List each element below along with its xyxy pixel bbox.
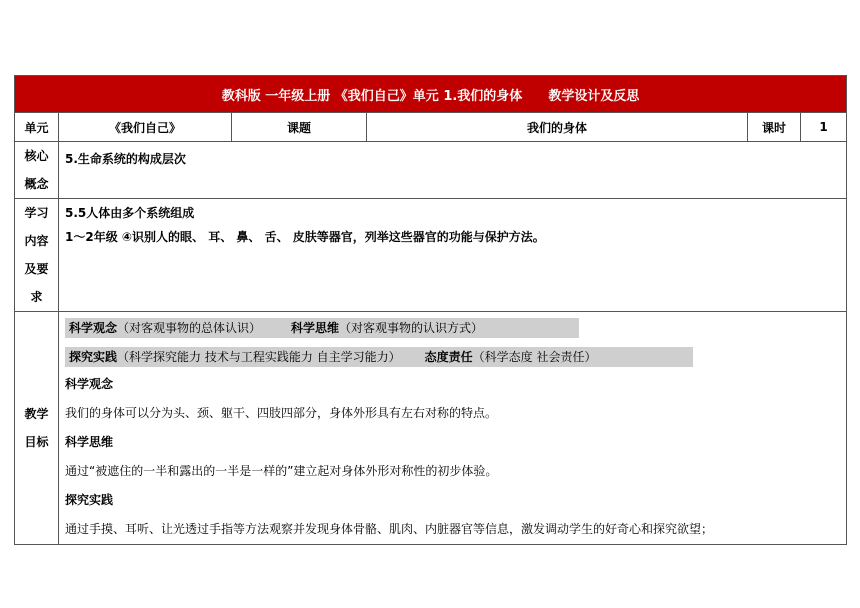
lesson-label: 课题	[232, 113, 367, 142]
objective-heading-concept: 科学观念	[65, 377, 114, 391]
lesson-plan-table	[14, 75, 847, 545]
objectives-bar-row-2	[65, 341, 846, 370]
requirements-line-2: 1～2年级 ④识别人的眼、 耳、 鼻、 舌、 皮肤等器官，列举这些器官的功能与保护方法。	[65, 230, 545, 244]
objectives-highlight-bar-1	[65, 318, 579, 338]
requirements-label-3: 及要	[24, 262, 49, 276]
bar2-attitude-responsibility-note: （科学态度 社会责任）	[472, 350, 597, 364]
core-concept-label-1: 核心	[24, 149, 49, 163]
objectives-row	[15, 312, 847, 545]
requirements-label	[15, 199, 59, 312]
lesson-plan-document	[14, 75, 846, 545]
objectives-label-1: 教学	[24, 407, 49, 421]
core-concept-row	[15, 142, 847, 199]
core-concept-label-2: 概念	[24, 177, 49, 191]
core-concept-value: 5.生命系统的构成层次	[59, 142, 847, 199]
bar2-attitude-responsibility: 态度责任	[424, 350, 473, 364]
objectives-label	[15, 312, 59, 545]
objective-heading-thinking: 科学思维	[65, 435, 114, 449]
objective-heading-practice: 探究实践	[65, 493, 114, 507]
document-title	[15, 76, 847, 113]
title-part2: 教学设计及反思	[548, 88, 640, 104]
bar1-science-concept: 科学观念	[69, 321, 118, 335]
lesson-value: 我们的身体	[367, 113, 748, 142]
requirements-content	[59, 199, 847, 312]
title-row	[15, 76, 847, 113]
unit-value: 《我们自己》	[59, 113, 232, 142]
objectives-highlight-bar-2	[65, 347, 693, 367]
requirements-row	[15, 199, 847, 312]
bar1-science-thinking: 科学思维	[291, 321, 340, 335]
period-value: 1	[801, 113, 847, 142]
requirements-label-1: 学习	[24, 206, 49, 220]
requirements-label-2: 内容	[24, 234, 49, 248]
unit-label: 单元	[15, 113, 59, 142]
requirements-label-4: 求	[30, 290, 43, 304]
core-concept-label	[15, 142, 59, 199]
period-label: 课时	[748, 113, 801, 142]
requirements-line-1: 5.5人体由多个系统组成	[65, 206, 195, 220]
objectives-content	[59, 312, 847, 545]
objective-text-thinking: 通过“被遮住的一半和露出的一半是一样的”建立起对身体外形对称性的初步体验。	[65, 464, 498, 478]
objective-text-practice: 通过手摸、耳听、让光透过手指等方法观察并发现身体骨骼、肌肉、内脏器官等信息，激发调动学生的好奇心和探究欲望；	[65, 522, 714, 536]
bar2-inquiry-practice: 探究实践	[69, 350, 118, 364]
objective-text-concept: 我们的身体可以分为头、颈、躯干、四肢四部分，身体外形具有左右对称的特点。	[65, 406, 498, 420]
bar1-science-concept-note: （对客观事物的总体认识）	[117, 321, 262, 335]
objectives-label-2: 目标	[24, 435, 49, 449]
objectives-bar-row-1	[65, 312, 846, 341]
bar1-science-thinking-note: （对客观事物的认识方式）	[339, 321, 484, 335]
bar2-inquiry-practice-note: （科学探究能力 技术与工程实践能力 自主学习能力）	[117, 350, 401, 364]
title-part1: 教科版 一年级上册 《我们自己》单元 1.我们的身体	[221, 88, 523, 104]
header-row	[15, 113, 847, 142]
